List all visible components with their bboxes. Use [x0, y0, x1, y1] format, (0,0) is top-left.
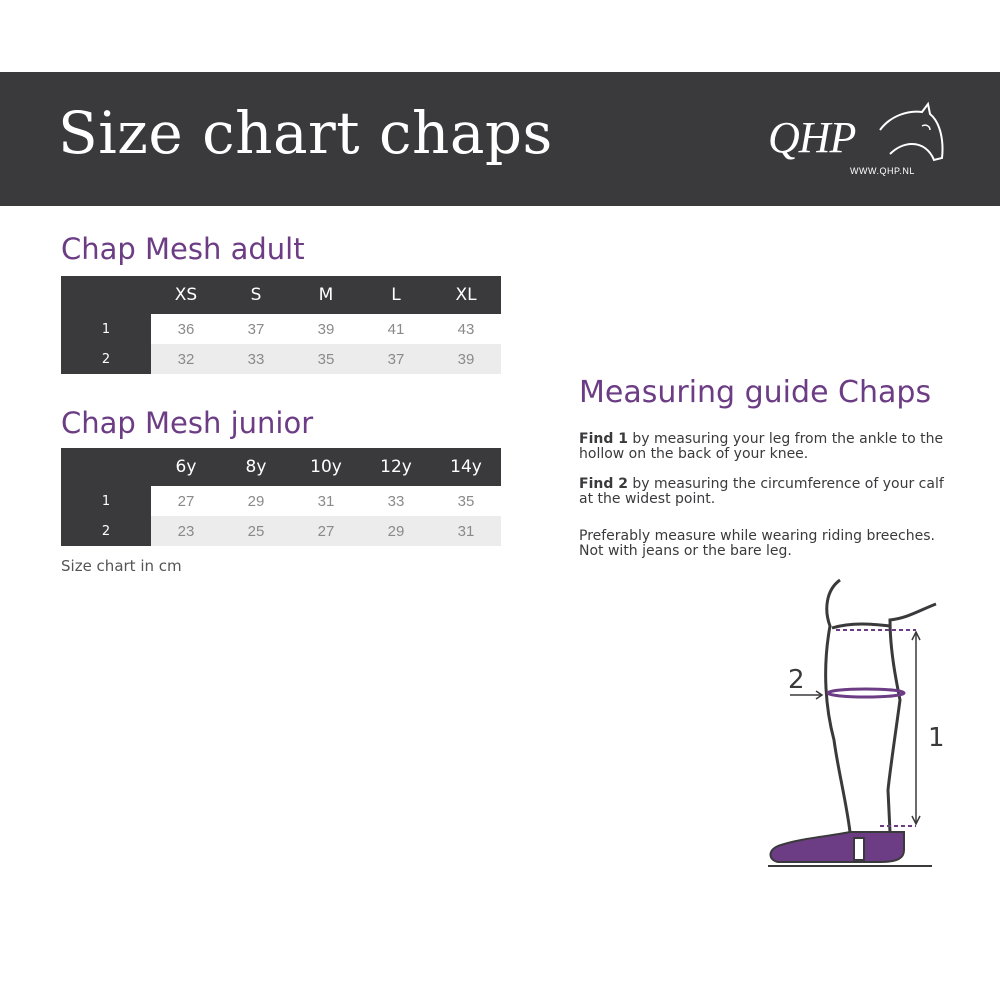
adult-title: Chap Mesh adult	[61, 232, 305, 266]
chaps-leg-illustration	[760, 570, 960, 880]
row-label: 2	[61, 344, 151, 374]
table-cell: 29	[247, 492, 265, 510]
table-row	[61, 486, 501, 516]
guide-title: Measuring guide Chaps	[579, 375, 932, 410]
table-cell: 41	[387, 320, 405, 338]
adult-size-table	[61, 276, 501, 374]
column-header: M	[291, 276, 361, 314]
table-cell: 27	[291, 516, 361, 546]
junior-size-table	[61, 448, 501, 546]
chap-top-edge	[832, 624, 890, 628]
label-1: 1	[928, 723, 945, 753]
table-cell: 33	[387, 492, 405, 510]
table-cell: 25	[221, 516, 291, 546]
table-cell: 39	[317, 320, 335, 338]
logo-text: QHP	[768, 113, 856, 162]
table-cell: 27	[177, 492, 195, 510]
column-header: XL	[431, 276, 501, 314]
boot-outline	[771, 832, 905, 862]
row-label: 1	[61, 314, 151, 344]
column-header: L	[361, 276, 431, 314]
table-cell: 33	[221, 344, 291, 374]
find-1-label: Find 1	[579, 431, 628, 447]
table-cell: 29	[361, 516, 431, 546]
column-header: XS	[151, 276, 221, 314]
label-2: 2	[788, 665, 805, 695]
table-cell: 32	[151, 344, 221, 374]
table-corner	[61, 448, 151, 486]
table-row	[61, 314, 501, 344]
row-label: 2	[61, 516, 151, 546]
leg-back-outline	[888, 604, 936, 832]
find-1-text: by measuring your leg from the ankle to the hollow on the back of your knee.	[579, 431, 944, 462]
table-header-row	[61, 276, 501, 314]
table-cell: 23	[151, 516, 221, 546]
leg-outline	[826, 580, 850, 832]
column-header: 14y	[431, 448, 501, 486]
measure-2-ring	[828, 689, 904, 697]
table-header-row	[61, 448, 501, 486]
table-cell: 37	[247, 320, 265, 338]
column-header: 6y	[151, 448, 221, 486]
table-cell: 31	[317, 492, 335, 510]
junior-title: Chap Mesh junior	[61, 406, 314, 440]
row-label: 1	[61, 486, 151, 516]
units-note: Size chart in cm	[61, 557, 182, 575]
column-header: 10y	[291, 448, 361, 486]
guide-find-1	[579, 432, 959, 462]
column-header: 12y	[361, 448, 431, 486]
table-row	[61, 516, 501, 546]
table-corner	[61, 276, 151, 314]
table-row	[61, 344, 501, 374]
table-cell: 31	[431, 516, 501, 546]
find-2-label: Find 2	[579, 476, 628, 492]
logo-url: WWW.QHP.NL	[850, 166, 915, 176]
table-cell: 39	[431, 344, 501, 374]
qhp-logo	[762, 100, 952, 185]
column-header: S	[221, 276, 291, 314]
table-cell: 36	[177, 320, 195, 338]
table-cell: 37	[361, 344, 431, 374]
find-2-text: by measuring the circumference of your calf at the widest point.	[579, 476, 944, 507]
column-header: 8y	[221, 448, 291, 486]
page-title: Size chart chaps	[58, 99, 553, 167]
table-cell: 43	[457, 320, 475, 338]
table-cell: 35	[291, 344, 361, 374]
table-cell: 35	[457, 492, 475, 510]
guide-advice: Preferably measure while wearing riding breeches. Not with jeans or the bare leg.	[579, 528, 935, 559]
guide-find-2	[579, 477, 959, 507]
boot-strap	[854, 838, 864, 860]
